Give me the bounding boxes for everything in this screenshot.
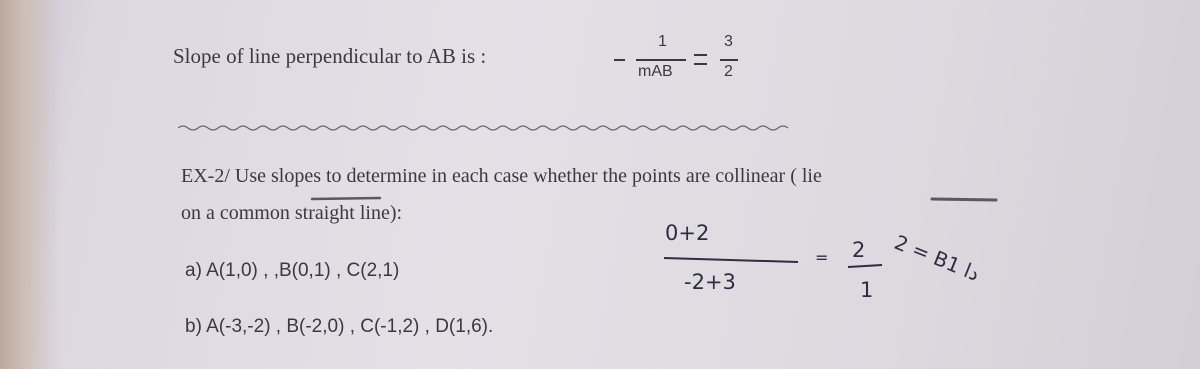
page-edge-shadow bbox=[0, 0, 60, 369]
option-b: b) A(-3,-2) , B(-2,0) , C(-1,2) , D(1,6). bbox=[185, 316, 494, 337]
fraction-denominator: mAB bbox=[638, 63, 673, 80]
result-fraction-bar bbox=[720, 59, 738, 61]
fraction-numerator: 1 bbox=[658, 33, 667, 50]
handwritten-numerator: 0+2 bbox=[665, 221, 710, 245]
equals-sign bbox=[694, 54, 707, 65]
handwritten-note: 2 = B1 دا bbox=[891, 230, 983, 286]
result-numerator: 3 bbox=[724, 33, 733, 50]
slopes-underline bbox=[310, 193, 390, 203]
handwritten-equals: = bbox=[815, 248, 829, 267]
collinear-underline bbox=[930, 195, 1010, 205]
handwritten-result-bar bbox=[846, 262, 886, 272]
handwritten-fraction-bar bbox=[662, 252, 802, 266]
minus-sign bbox=[614, 59, 625, 61]
fraction-bar bbox=[636, 59, 686, 61]
example-prompt-line1: EX-2/ Use slopes to determine in each case whether the points are collinear ( lie bbox=[181, 165, 822, 187]
handwritten-result-denominator: 1 bbox=[860, 278, 874, 302]
handwritten-underline bbox=[178, 120, 798, 136]
handwritten-denominator: -2+3 bbox=[684, 270, 736, 294]
handwritten-result-numerator: 2 bbox=[852, 238, 866, 262]
option-a: a) A(1,0) , ,B(0,1) , C(2,1) bbox=[185, 260, 400, 281]
result-denominator: 2 bbox=[724, 63, 733, 80]
example-prompt-line2: on a common straight line): bbox=[181, 202, 403, 224]
perpendicular-slope-text: Slope of line perpendicular to AB is : bbox=[173, 44, 487, 68]
